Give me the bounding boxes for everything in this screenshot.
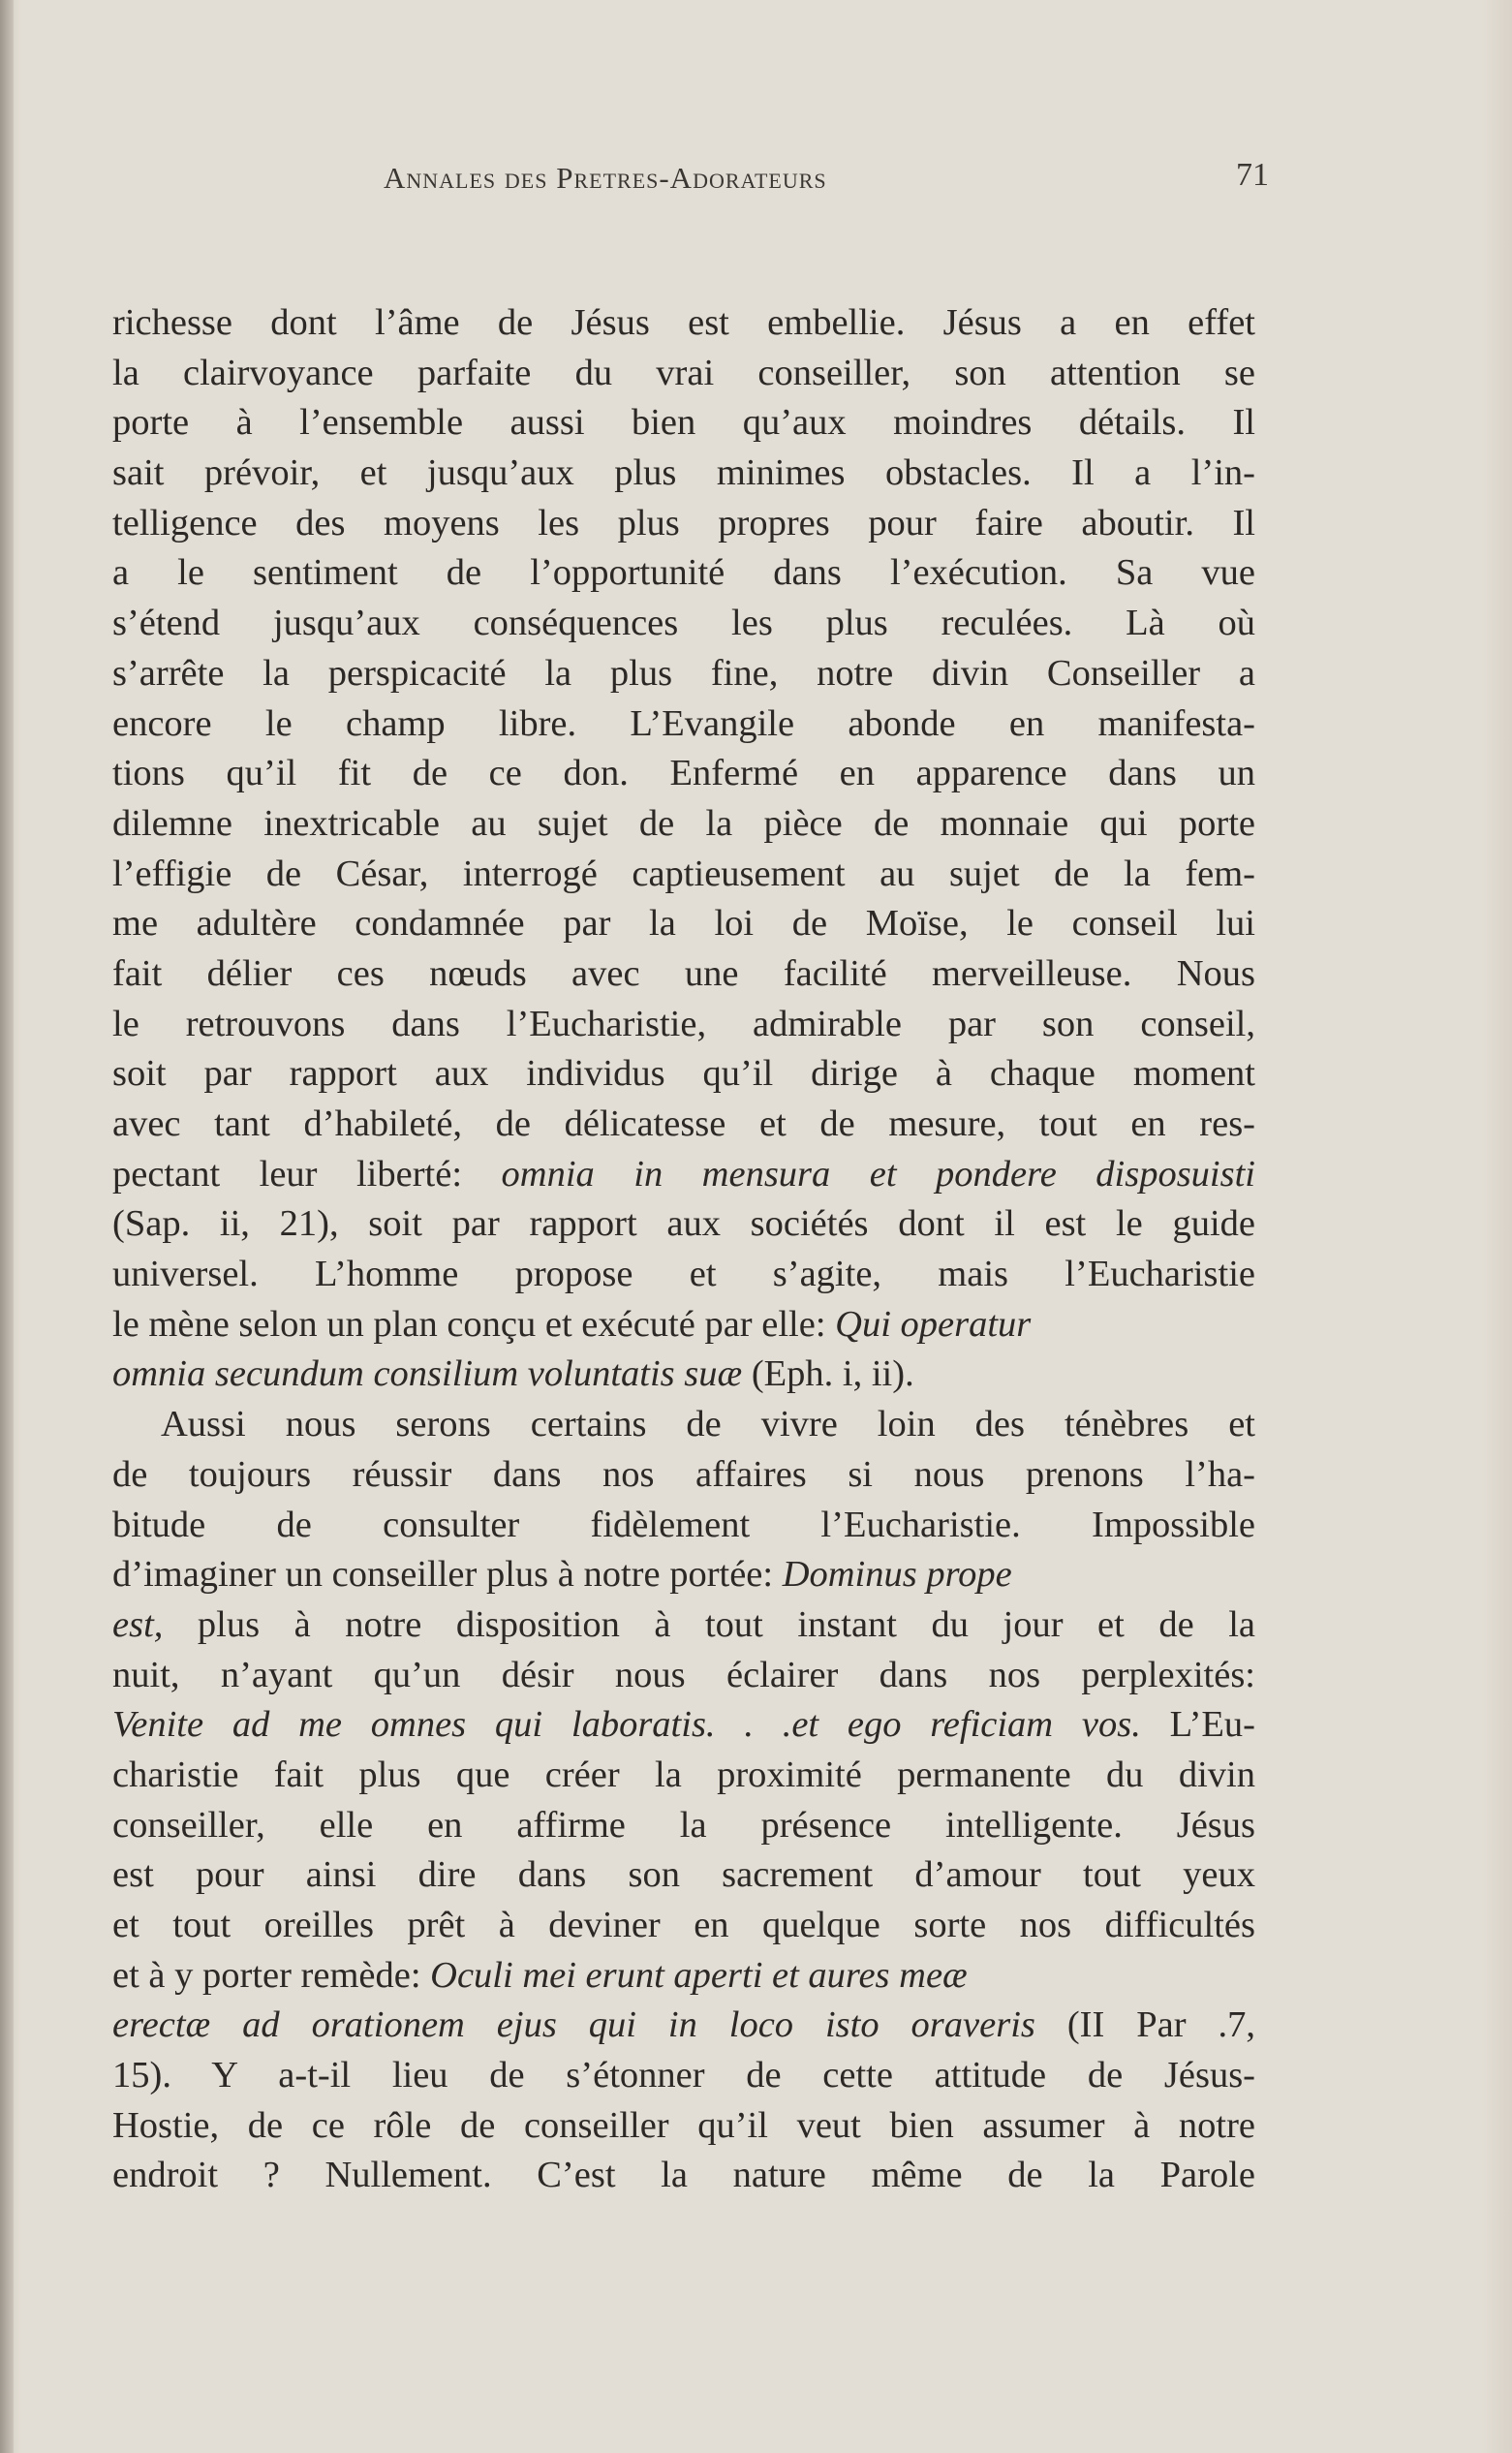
text-segment: encore le champ libre. L’Evangile abonde en manifesta- [112, 702, 1255, 744]
text-line [112, 699, 1255, 750]
text-line [112, 1651, 1255, 1701]
italic-text-segment: Oculi mei erunt aperti et aures meæ [430, 1954, 968, 1996]
text-line [112, 1850, 1255, 1901]
italic-text-segment: Venite ad me omnes qui laboratis. . .et ego reficiam vos. [112, 1704, 1141, 1746]
italic-text-segment: omnia in mensura et pondere disposuisti [501, 1153, 1255, 1195]
text-segment: me adultère condamnée par la loi de Moïse, le conseil lui [112, 903, 1255, 945]
text-line [112, 499, 1255, 549]
text-segment: le retrouvons dans l’Eucharistie, admirable par son conseil, [112, 1003, 1255, 1044]
text-segment: endroit ? Nullement. C’est la nature même de la Parole [112, 2155, 1255, 2196]
page-header [116, 153, 1269, 202]
text-line [112, 1951, 1255, 2002]
text-line [112, 1450, 1255, 1501]
text-segment: s’étend jusqu’aux conséquences les plus reculées. Là où [112, 603, 1255, 644]
text-line [112, 1901, 1255, 1951]
text-segment: sait prévoir, et jusqu’aux plus minimes obstacles. Il a l’in- [112, 452, 1255, 494]
text-segment: l’effigie de César, interrogé captieusement au sujet de la fem- [112, 853, 1255, 894]
text-line [112, 749, 1255, 799]
text-segment: Hostie, de ce rôle de conseiller qu’il veut bien assumer à notre [112, 2104, 1255, 2146]
text-line [112, 2151, 1255, 2201]
italic-text-segment: Dominus prope [782, 1554, 1012, 1596]
page-number: 71 [1236, 157, 1269, 193]
text-segment: L’Eu- [1140, 1704, 1255, 1746]
text-segment: 15). Y a-t-il lieu de s’étonner de cette attitude de Jésus- [112, 2055, 1255, 2096]
italic-text-segment: est, [112, 1603, 164, 1645]
text-line [112, 1600, 1255, 1651]
text-segment: (Eph. i, ii). [742, 1353, 914, 1395]
text-segment: d’imaginer un conseiller plus à notre portée: [112, 1554, 783, 1596]
text-line [112, 349, 1255, 399]
text-line [112, 1199, 1255, 1250]
text-line [112, 1700, 1255, 1751]
text-segment: pectant leur liberté: [112, 1153, 502, 1195]
text-line [112, 1100, 1255, 1150]
text-line [112, 1751, 1255, 1801]
text-segment: Aussi nous serons certains de vivre loin des ténèbres et [161, 1404, 1255, 1445]
text-line [112, 850, 1255, 900]
text-line [112, 1049, 1255, 1100]
text-segment: est pour ainsi dire dans son sacrement d’amour tout yeux [112, 1854, 1255, 1896]
body-text [112, 298, 1255, 2201]
text-segment: bitude de consulter fidèlement l’Eucharistie. Impossible [112, 1504, 1255, 1545]
text-segment: fait délier ces nœuds avec une facilité merveilleuse. Nous [112, 952, 1255, 994]
text-segment: (Sap. ii, 21), soit par rapport aux sociétés dont il est le guide [112, 1203, 1255, 1245]
text-segment: charistie fait plus que créer la proximité permanente du divin [112, 1754, 1255, 1795]
running-title: Annales des Pretres-Adorateurs [384, 161, 827, 195]
page-spine-shadow [0, 0, 14, 2453]
text-segment: s’arrête la perspicacité la plus fine, notre divin Conseiller a [112, 652, 1255, 694]
text-segment: tions qu’il fit de ce don. Enfermé en apparence dans un [112, 753, 1255, 794]
text-line [112, 1501, 1255, 1551]
text-line [112, 2001, 1255, 2051]
text-segment: la clairvoyance parfaite du vrai conseiller, son attention se [112, 352, 1255, 393]
text-line [112, 398, 1255, 449]
text-line [112, 449, 1255, 499]
text-line [112, 649, 1255, 699]
text-line [112, 1400, 1255, 1450]
text-line [112, 949, 1255, 1000]
text-segment: a le sentiment de l’opportunité dans l’exécution. Sa vue [112, 552, 1255, 594]
text-line [112, 1250, 1255, 1300]
text-line [112, 899, 1255, 949]
text-segment: conseiller, elle en affirme la présence intelligente. Jésus [112, 1804, 1255, 1846]
text-segment: nuit, n’ayant qu’un désir nous éclairer dans nos perplexités: [112, 1654, 1255, 1695]
text-line [112, 1300, 1255, 1351]
text-segment: universel. L’homme propose et s’agite, mais l’Eucharistie [112, 1254, 1255, 1295]
text-segment: porte à l’ensemble aussi bien qu’aux moindres détails. Il [112, 402, 1255, 444]
italic-text-segment: Qui operatur [835, 1303, 1032, 1345]
text-segment: le mène selon un plan conçu et exécuté par elle: [112, 1303, 836, 1345]
text-line [112, 548, 1255, 599]
text-segment: de toujours réussir dans nos affaires si nous prenons l’ha- [112, 1453, 1255, 1495]
text-line [112, 1350, 1255, 1400]
text-line [112, 1150, 1255, 1200]
text-segment: et à y porter remède: [112, 1954, 431, 1996]
text-segment: telligence des moyens les plus propres pour faire aboutir. Il [112, 502, 1255, 543]
text-line [112, 1801, 1255, 1851]
text-segment: soit par rapport aux individus qu’il dirige à chaque moment [112, 1053, 1255, 1095]
text-line [112, 1550, 1255, 1600]
text-segment: plus à notre disposition à tout instant du jour et de la [163, 1603, 1255, 1645]
text-segment: (II Par .7, [1034, 2004, 1255, 2046]
text-line [112, 2051, 1255, 2101]
text-line [112, 2101, 1255, 2152]
text-segment: dilemne inextricable au sujet de la pièce de monnaie qui porte [112, 802, 1255, 844]
text-segment: avec tant d’habileté, de délicatesse et de mesure, tout en res- [112, 1103, 1255, 1144]
text-line [112, 799, 1255, 850]
text-segment: et tout oreilles prêt à deviner en quelque sorte nos difficultés [112, 1905, 1255, 1945]
text-line [112, 298, 1255, 349]
text-line [112, 599, 1255, 649]
text-line [112, 1000, 1255, 1050]
italic-text-segment: erectæ ad orationem ejus qui in loco isto oraveris [112, 2004, 1035, 2046]
text-segment: richesse dont l’âme de Jésus est embellie. Jésus a en effet [112, 302, 1255, 343]
italic-text-segment: omnia secundum consilium voluntatis suæ [112, 1353, 743, 1395]
